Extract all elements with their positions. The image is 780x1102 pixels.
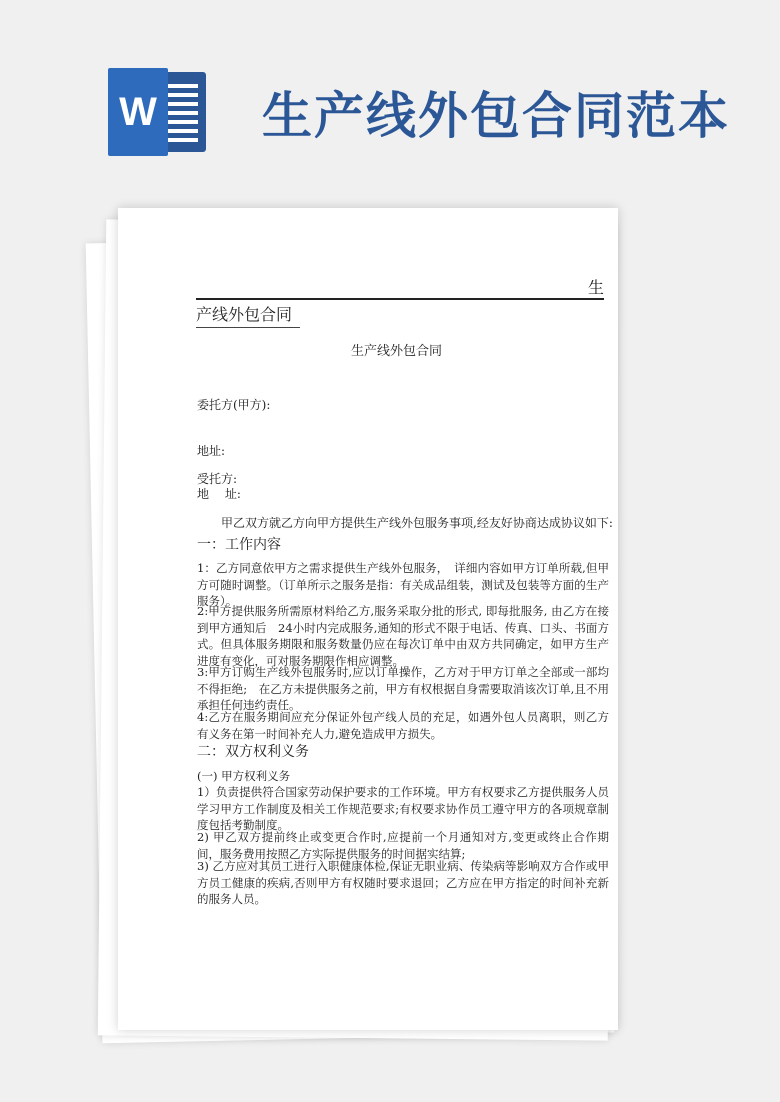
header-rule [196, 298, 604, 300]
client-field: 委托方(甲方): [197, 398, 271, 412]
contractor-field: 受托方: [197, 472, 238, 486]
section-1-item: 4:乙方在服务期间应充分保证外包产线人员的充足，如遇外包人员离职，则乙方有义务在第一时间补充人力,避免造成甲方损失。 [197, 710, 609, 741]
header-underline [196, 327, 300, 328]
section-2-item: 3) 乙方应对其员工进行入职健康体检,保证无职业病、传染病等影响双方合作或甲方员工健康的疾病,否则甲方有权随时要求退回；乙方应在甲方指定的时间补充新的服务人员。 [197, 859, 609, 906]
section-1-item: 2:甲方提供服务所需原材料给乙方,服务采取分批的形式, 即每批服务, 由乙方在接到甲方通知后 24小时内完成服务,通知的形式不限于电话、传真、口头、书面方式。但具体服务期限和服务数量仍应在每次订单中由双方共同确定，如甲方生产进度有变化，可对服务期限作相应调整。 [197, 604, 609, 668]
section-2-heading: 二：双方权利义务 [197, 744, 309, 760]
client-address-field: 地址: [197, 444, 226, 458]
section-1-item: 1：乙方同意依甲方之需求提供生产线外包服务， 详细内容如甲方订单所载,但甲方可随时调整。（订单所示之服务是指：有关成品组装，测试及包装等方面的生产服务）。 [197, 561, 609, 608]
word-icon-letter: W [108, 68, 168, 156]
word-document-icon [108, 68, 208, 156]
section-2-subheading: (一) 甲方权利义务 [197, 769, 291, 783]
contractor-address-field: 地 址: [197, 487, 241, 501]
intro-paragraph: 甲乙双方就乙方向甲方提供生产线外包服务事项,经友好协商达成协议如下: [221, 516, 613, 530]
banner-title: 生产线外包合同范本 [262, 87, 730, 145]
section-1-item: 3:甲方订购生产线外包服务时,应以订单操作，乙方对于甲方订单之全部或一部均不得拒绝; 在乙方未提供服务之前，甲方有权根据自身需要取消该次订单,且不用承担任何违约责任。 [197, 665, 609, 712]
section-2-item: 2) 甲乙双方提前终止或变更合作时,应提前一个月通知对方,变更或终止合作期间，服务费用按照乙方实际提供服务的时间据实结算; [197, 830, 609, 861]
section-2-item: 1）负责提供符合国家劳动保护要求的工作环境。甲方有权要求乙方提供服务人员学习甲方工作制度及相关工作规范要求;有权要求协作员工遵守甲方的各项规章制度包括考勤制度。 [197, 785, 609, 832]
header-first-char: 生 [588, 278, 605, 297]
document-title: 生产线外包合同 [351, 344, 443, 359]
header-text: 产线外包合同 [196, 305, 293, 324]
banner [0, 0, 780, 200]
section-1-heading: 一：工作内容 [197, 537, 281, 553]
